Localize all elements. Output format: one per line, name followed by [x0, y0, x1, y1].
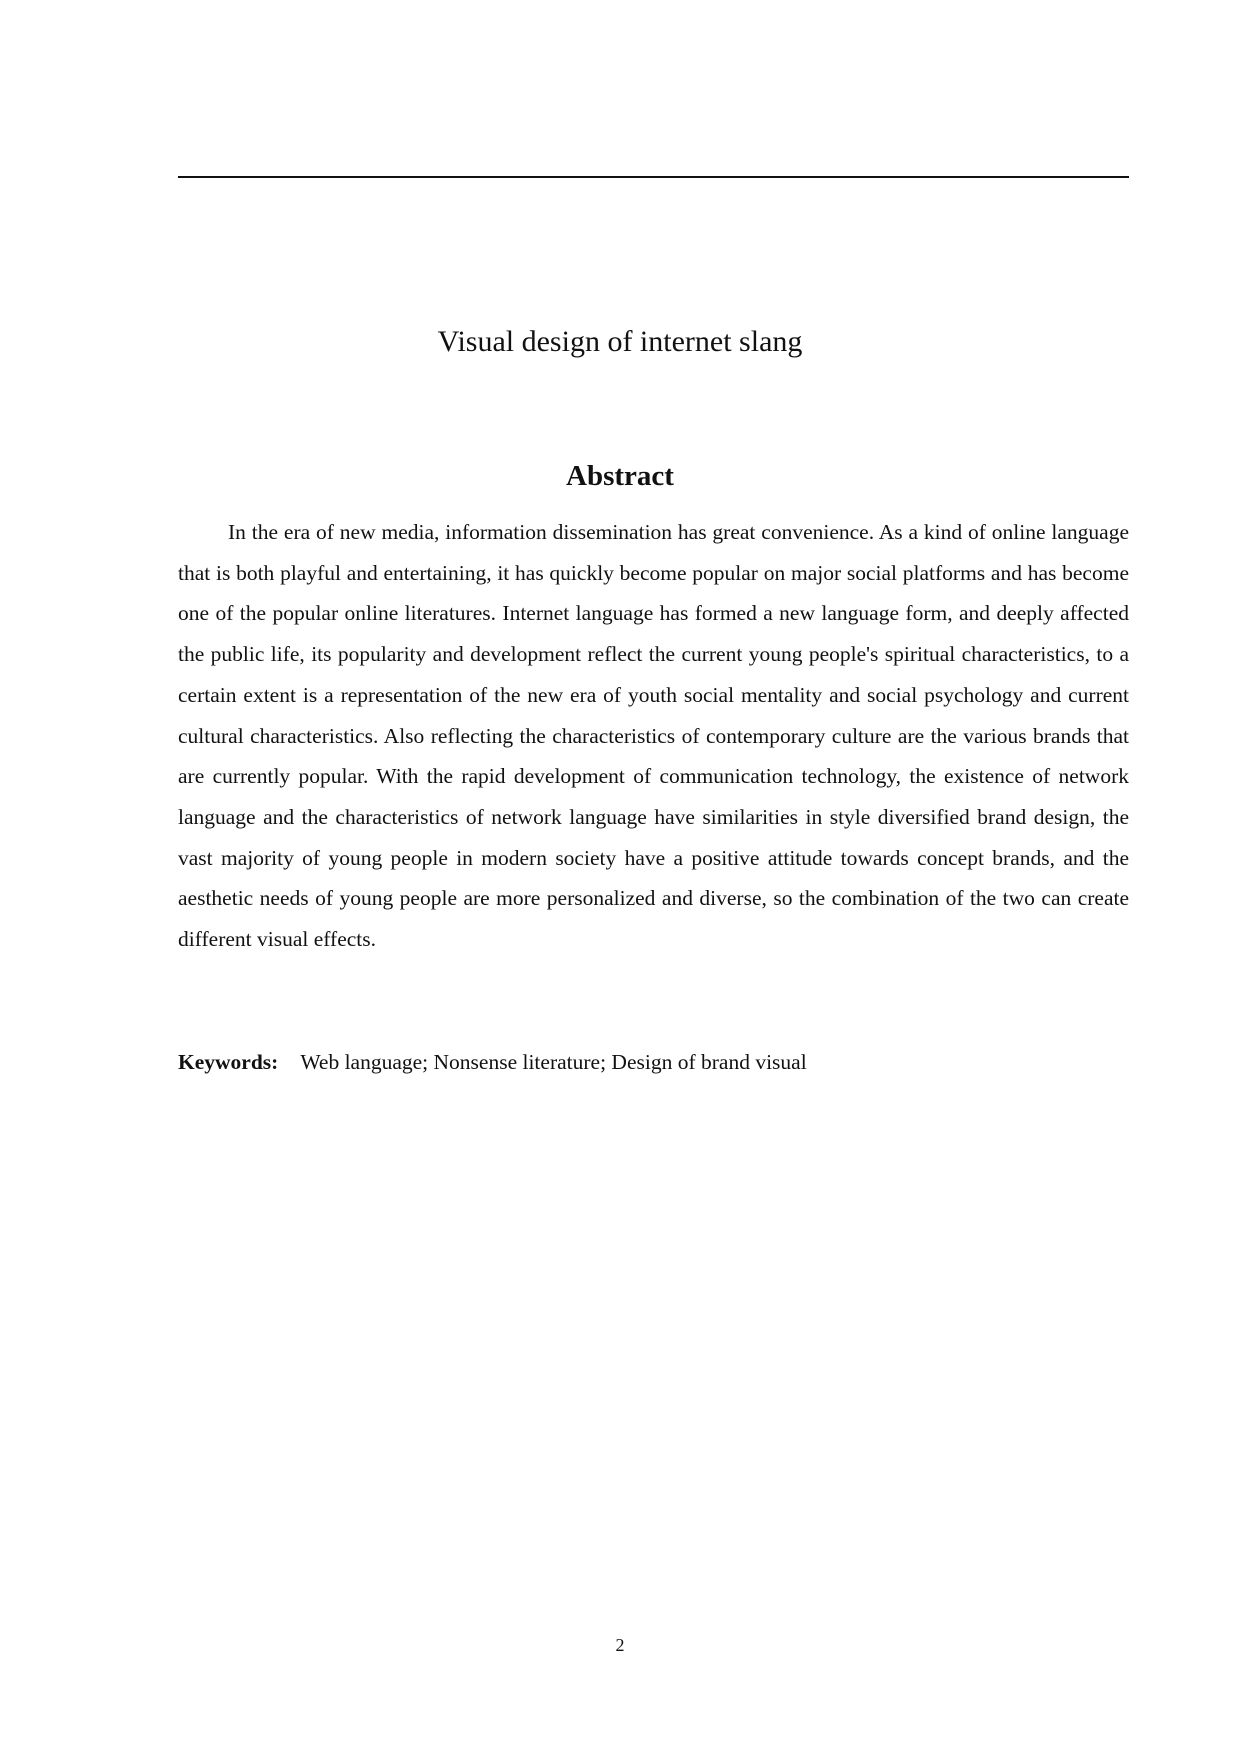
keywords-value: Web language; Nonsense literature; Design of brand visual [300, 1050, 807, 1074]
abstract-heading: Abstract [566, 460, 674, 492]
keywords-label: Keywords: [178, 1050, 279, 1074]
document-title: Visual design of internet slang [437, 325, 803, 358]
page-number: 2 [615, 1635, 625, 1655]
abstract-body: In the era of new media, information dissemination has great convenience. As a kind of online language that is both playful and entertaining, it has quickly become popular on major social platforms and has become one of the popular online literatures. Internet language has formed a new language form, and deeply affected the public life, its popularity and development reflect the current young people's spiritual characteristics, to a certain extent is a representation of the new era of youth social mentality and social psychology and current cultural characteristics. Also reflecting the characteristics of contemporary culture are the various brands that are currently popular. With the rapid development of communication technology, the existence of network language and the characteristics of network language have similarities in style diversified brand design, the vast majority of young people in modern society have a positive attitude towards concept brands, and the aesthetic needs of young people are more personalized and diverse, so the combination of the two can create different visual effects. [178, 520, 1129, 952]
header-rule [178, 176, 1129, 178]
keywords-line [178, 1042, 1129, 1082]
